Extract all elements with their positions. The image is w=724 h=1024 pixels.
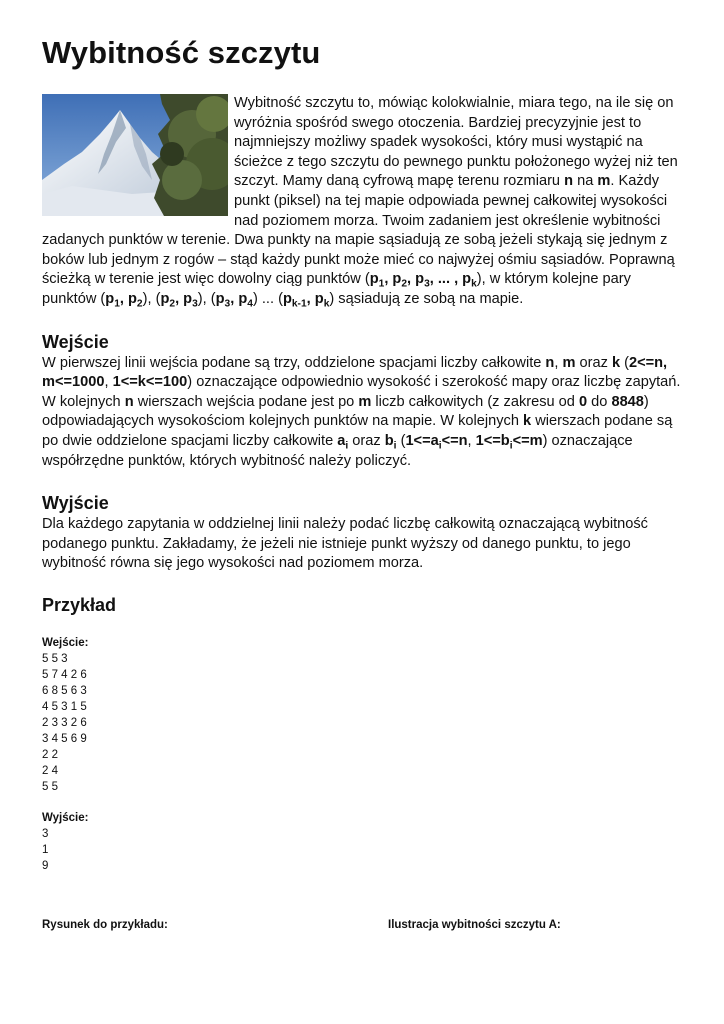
example-output-line: 1	[42, 843, 49, 856]
example-input-line: 4 5 3 1 5	[42, 700, 87, 713]
example-heading: Przykład	[42, 594, 117, 615]
example-output-line: 3	[42, 827, 49, 840]
example-input-line: 5 5	[42, 780, 58, 793]
intro-section	[42, 94, 684, 310]
example-input	[42, 635, 684, 795]
page-title: Wybitność szczytu	[42, 35, 321, 70]
example-input-line: 6 8 5 6 3	[42, 684, 87, 697]
mountain-photo	[42, 94, 228, 216]
example-output	[42, 810, 684, 874]
example-output-line: 9	[42, 859, 49, 872]
intro-paragraph: Wybitność szczytu to, mówiąc kolokwialnie, miara tego, na ile się on wyróżnia spośród swego otoczenia. Bardziej precyzyjnie jest to najmniejszy możliwy spadek wysokości, który musi wystąpić na ścieżce z tego szczytu do pewnego punktu położonego wyżej niż ten szczyt. Mamy daną cyfrową mapę terenu rozmiaru n na m. Każdy punkt (piksel) na tej mapie odpowiada pewnej całkowitej wysokości nad poziomem morza. Twoim zadaniem jest określenie wybitności zadanych punktów w terenie. Dwa punkty na mapie sąsiadują ze sobą jeżeli stykają się jednym z boków lub jednym z rogów – stąd każdy punkt może mieć co najwyżej ośmiu sąsiadów. Poprawną ścieżką w terenie jest więc dowolny ciąg punktów ($p_1$, $p_2$, $p_3$, ... , $p_k$), w którym kolejne pary punktów ($p_1$, $p_2$), ($p_2$, $p_3$), ($p_3$, $p_4$) ... ($p_{k-1}$, $p_k$) sąsiadują ze sobą na mapie.	[42, 95, 678, 310]
example-input-line: 2 4	[42, 764, 58, 777]
example-output-label: Wyjście:	[42, 811, 89, 824]
output-paragraph: Dla każdego zapytania w oddzielnej linii należy podać liczbę całkowitą oznaczającą wybitność podanego punktu. Zakładamy, że jeżeli nie istnieje punkt wyższy od danego punktu, to jego wybitność równa się jego wysokości nad poziomem morza.	[42, 516, 648, 572]
example-input-line: 2 2	[42, 748, 58, 761]
example-input-line: 5 5 3	[42, 652, 68, 665]
example-input-line: 3 4 5 6 9	[42, 732, 87, 745]
caption-peak-illustration: Ilustracja wybitności szczytu A:	[388, 919, 561, 931]
input-heading: Wejście	[42, 331, 109, 352]
document-page	[42, 30, 684, 931]
example-input-line: 5 7 4 2 6	[42, 668, 87, 681]
output-heading: Wyjście	[42, 493, 109, 514]
caption-example-figure: Rysunek do przykładu:	[42, 919, 168, 931]
input-paragraph: W pierwszej linii wejścia podane są trzy, oddzielone spacjami liczby całkowite n, m oraz k (2<=n, m<=1000, 1<=k<=100) oznaczające odpowiednio wysokość i szerokość mapy oraz liczbę zapytań. W kolejnych n wierszach wejścia podane jest po m liczb całkowitych (z zakresu od 0 do 8848) odpowiadających wysokościom kolejnych punktów na mapie. W kolejnych k wierszach podane są po dwie oddzielone spacjami liczby całkowite $a_i$ oraz $b_i$ ($1<=a_i<=n$, $1<=b_i<=m$) oznaczające współrzędne punktów, których wybitność należy policzyć.	[42, 354, 681, 469]
example-input-label: Wejście:	[42, 636, 89, 649]
example-input-line: 2 3 3 2 6	[42, 716, 87, 729]
